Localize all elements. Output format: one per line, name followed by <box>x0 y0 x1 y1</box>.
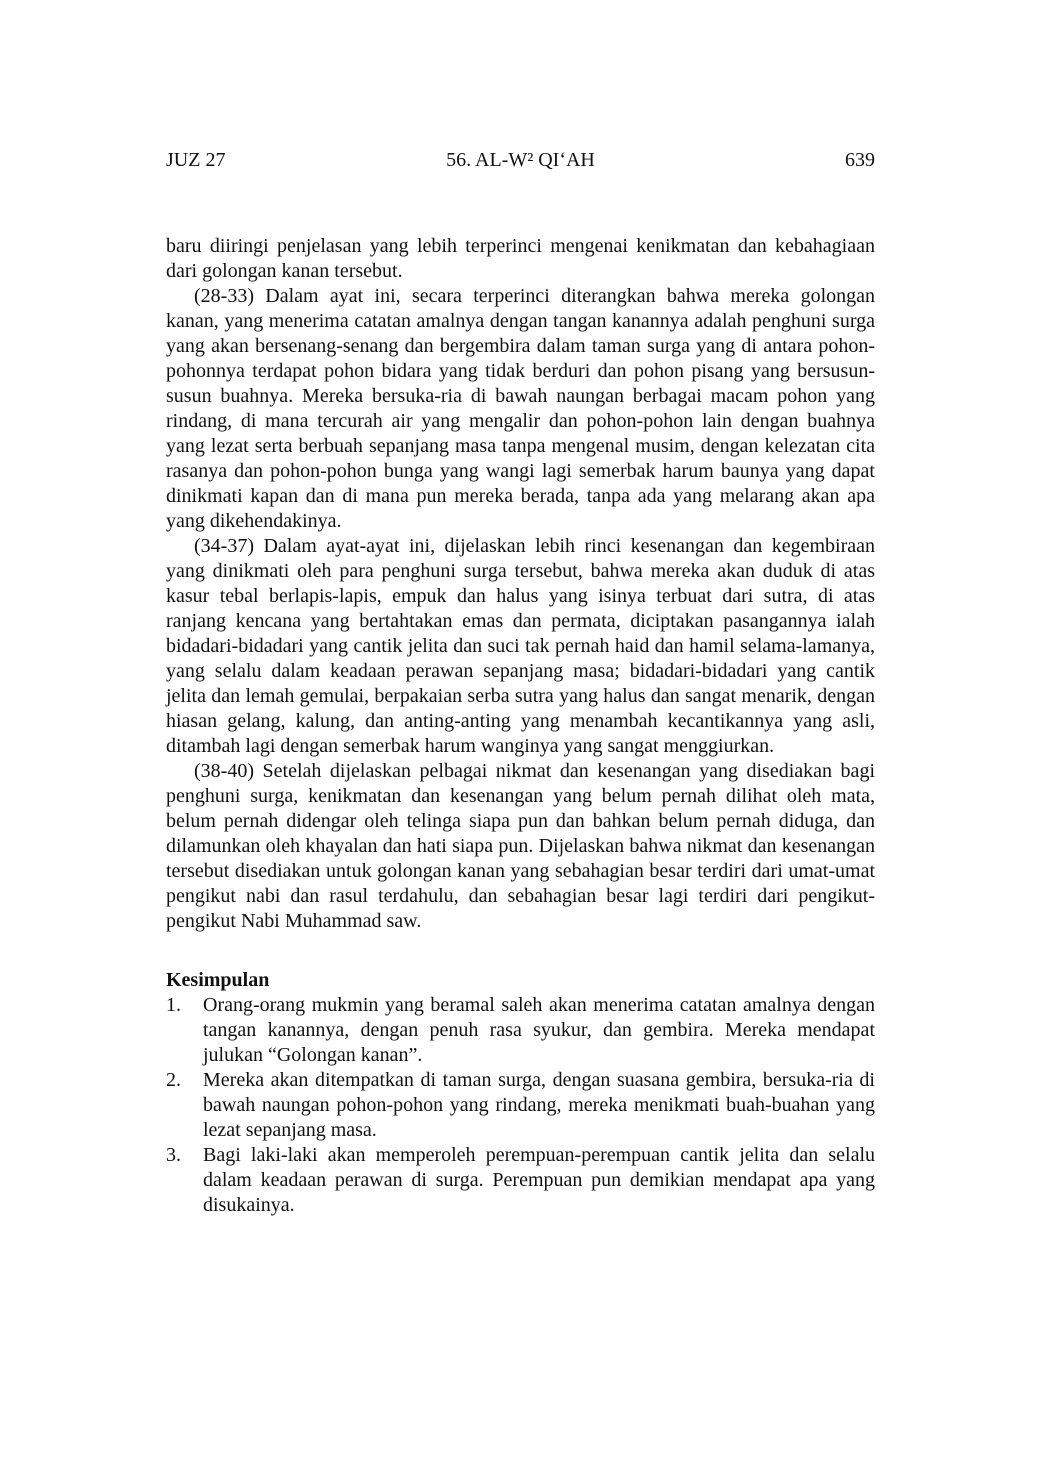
list-item <box>166 1143 875 1218</box>
list-item-text: Mereka akan ditempatkan di taman surga, dengan suasana gembira, bersuka-ria di bawah naungan pohon-pohon yang rindang, mereka menikmati buah-buahan yang lezat sepanjang masa. <box>203 1069 875 1141</box>
paragraph-verses-28-33: (28-33) Dalam ayat ini, secara terperinci diterangkan bahwa mereka golongan kanan, yang menerima catatan amalnya dengan tangan kanannya adalah penghuni surga yang akan bersenang-senang dan bergembira dalam taman surga yang di antara pohon-pohonnya terdapat pohon bidara yang tidak berduri dan pohon pisang yang bersusun-susun buahnya. Mereka bersuka-ria di bawah naungan berbagai macam pohon yang rindang, di mana tercurah air yang mengalir dan pohon-pohon lain dengan buahnya yang lezat serta berbuah sepanjang masa tanpa mengenal musim, dengan kelezatan cita rasanya dan pohon-pohon bunga yang wangi lagi semerbak harum baunya yang dapat dinikmati kapan dan di mana pun mereka berada, tanpa ada yang melarang akan apa yang dikehendakinya. <box>166 285 875 532</box>
list-item <box>166 1068 875 1143</box>
page-header <box>166 146 875 174</box>
list-item-text: Bagi laki-laki akan memperoleh perempuan-perempuan cantik jelita dan selalu dalam keadaan perawan di surga. Perempuan pun demikian mendapat apa yang disukainya. <box>203 1144 875 1216</box>
paragraph-verses-38-40: (38-40) Setelah dijelaskan pelbagai nikmat dan kesenangan yang disediakan bagi penghuni surga, kenikmatan dan kesenangan yang belum pernah dilihat oleh mata, belum pernah didengar oleh telinga siapa pun dan bahkan belum pernah diduga, dan dilamunkan oleh khayalan dan hati siapa pun. Dijelaskan bahwa nikmat dan kesenangan tersebut disediakan untuk golongan kanan yang sebahagian besar terdiri dari umat-umat pengikut nabi dan rasul terdahulu, dan sebahagian besar lagi terdiri dari pengikut-pengikut Nabi Muhammad saw. <box>166 760 875 932</box>
list-item-number: 1. <box>166 994 181 1016</box>
surah-title: 56. AL-W² QI‘AH <box>446 149 595 171</box>
list-item-number: 3. <box>166 1144 181 1166</box>
page-body <box>166 234 875 1218</box>
list-item <box>166 993 875 1068</box>
paragraph-continuation: baru diiringi penjelasan yang lebih terperinci mengenai kenikmatan dan kebahagiaan dari golongan kanan tersebut. <box>166 235 875 282</box>
page-number: 639 <box>845 149 875 171</box>
conclusion-heading: Kesimpulan <box>166 969 270 991</box>
juz-label: JUZ 27 <box>166 149 226 171</box>
list-item-text: Orang-orang mukmin yang beramal saleh akan menerima catatan amalnya dengan tangan kanannya, dengan penuh rasa syukur, dan gembira. Mereka mendapat julukan “Golongan kanan”. <box>203 994 875 1066</box>
paragraph-verses-34-37: (34-37) Dalam ayat-ayat ini, dijelaskan lebih rinci kesenangan dan kegembiraan yang dinikmati oleh para penghuni surga tersebut, bahwa mereka akan duduk di atas kasur tebal berlapis-lapis, empuk dan halus yang isinya terbuat dari sutra, di atas ranjang kencana yang bertahtakan emas dan permata, diciptakan pasangannya ialah bidadari-bidadari yang cantik jelita dan suci tak pernah haid dan hamil selama-lamanya, yang selalu dalam keadaan perawan sepanjang masa; bidadari-bidadari yang cantik jelita dan lemah gemulai, berpakaian serba sutra yang halus dan sangat menarik, dengan hiasan gelang, kalung, dan anting-anting yang menambah kecantikannya yang asli, ditambah lagi dengan semerbak harum wanginya yang sangat menggiurkan. <box>166 535 875 757</box>
conclusion-list <box>166 993 875 1218</box>
list-item-number: 2. <box>166 1069 181 1091</box>
